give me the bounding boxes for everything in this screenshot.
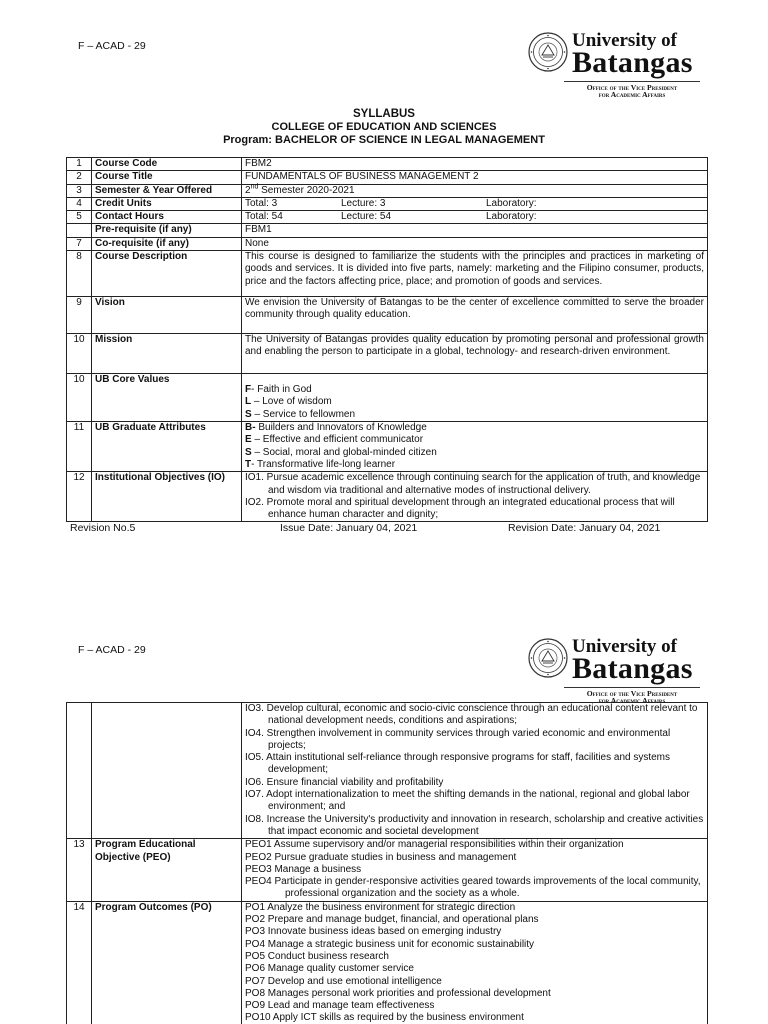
table-row [67,251,708,297]
office-line2: for Academic Affairs [598,696,666,705]
attribute-key: S [245,446,252,458]
list-item: PO10 Apply ICT skills as required by the business environment [245,1012,524,1024]
row-number: 8 [67,251,92,297]
list-item: PO7 Develop and use emotional intelligence [245,975,442,987]
university-seal-icon [528,638,568,678]
university-seal-icon [528,32,568,72]
core-value-key: L [245,396,252,408]
contact-total: Total: 54 [245,211,283,223]
list-item: PO6 Manage quality customer service [245,963,414,975]
vision-value: We envision the University of Batangas to be the center of excellence committed to serve the broader community through quality education. [242,297,708,334]
table-row [67,171,708,184]
attribute-text: - Transformative life-long learner [251,458,396,470]
row-label: Pre-requisite (if any) [92,224,242,237]
syllabus-headings [0,108,768,147]
row-label: Program Outcomes (PO) [92,901,242,1024]
row-number: 9 [67,297,92,334]
office-line1: Office of the Vice President [564,687,700,698]
form-code: F – ACAD - 29 [78,644,146,656]
syllabus-table-page1 [66,157,708,522]
row-number: 12 [67,472,92,522]
core-value-text: – Love of wisdom [251,396,332,408]
table-row [67,334,708,374]
list-item: PO1 Analyze the business environment for strategic direction [245,901,516,913]
list-item: IO3. Develop cultural, economic and socio-civic conscience through an educational content relevant to national development needs, conditions and aspirations; [245,703,698,727]
institutional-objectives-continued [242,703,708,839]
row-number: 10 [67,334,92,374]
syllabus-page-2 [0,610,768,1024]
peo-list [242,839,708,901]
core-value-key: S [245,408,252,420]
list-item: PEO3 Manage a business [245,863,362,875]
row-number: 14 [67,901,92,1024]
list-item: PO9 Lead and manage team effectiveness [245,1000,435,1012]
attribute-text: – Social, moral and global-minded citizen [251,446,437,458]
semester-value [242,184,708,197]
credit-total: Total: 3 [245,197,278,209]
core-value-text: - Faith in God [251,384,312,396]
institutional-objectives-list [242,472,708,522]
course-code-value: FBM2 [242,158,708,171]
row-number: 3 [67,184,92,197]
row-label: Course Title [92,171,242,184]
credit-laboratory: Laboratory: [486,197,537,209]
row-label: Contact Hours [92,211,242,224]
university-name-line1: University of [572,636,678,657]
core-value-key: F [245,384,252,396]
list-item [245,422,704,434]
list-item [245,447,704,459]
table-row [67,184,708,197]
table-row [67,158,708,171]
row-label: Course Description [92,251,242,297]
row-number: 7 [67,237,92,250]
contact-laboratory: Laboratory: [486,211,537,223]
row-number: 4 [67,197,92,210]
row-number: 13 [67,839,92,901]
row-label: UB Graduate Attributes [92,422,242,472]
row-number [67,703,92,839]
list-item: PO3 Innovate business ideas based on emerging industry [245,926,502,938]
contact-lecture: Lecture: 54 [341,211,392,223]
course-title-value: FUNDAMENTALS OF BUSINESS MANAGEMENT 2 [242,171,708,184]
revision-number: Revision No.5 [70,522,136,534]
po-list [242,901,708,1024]
attribute-text: Builders and Innovators of Knowledge [255,422,427,434]
row-number: 5 [67,211,92,224]
attribute-text: – Effective and efficient communicator [251,434,424,446]
list-item [245,409,704,421]
row-number [67,224,92,237]
core-value-text: – Service to fellowmen [251,408,356,420]
list-item: IO5. Attain institutional self-reliance through responsive programs for staff, facilities and systems development; [245,752,671,776]
table-row [67,422,708,472]
graduate-attributes-list [242,422,708,472]
list-item: PO5 Conduct business research [245,950,389,962]
issue-date: Issue Date: January 04, 2021 [280,522,418,534]
credit-lecture: Lecture: 3 [341,197,386,209]
table-row [67,197,708,210]
row-label: Co-requisite (if any) [92,237,242,250]
syllabus-title: SYLLABUS [353,108,415,120]
list-item: IO6. Ensure financial viability and profitability [245,776,444,788]
syllabus-table-page2 [66,702,708,1024]
university-logo [528,30,708,100]
college-name: COLLEGE OF EDUCATION AND SCIENCES [271,121,497,133]
table-row [67,901,708,1024]
list-item: IO1. Pursue academic excellence through continuing search for the application of truth, and knowledge and wisdom via traditional and alternative modes of instructional delivery. [245,472,701,496]
office-line2: for Academic Affairs [598,90,666,99]
row-number: 1 [67,158,92,171]
row-label: UB Core Values [92,374,242,422]
row-label: Credit Units [92,197,242,210]
row-label: Vision [92,297,242,334]
office-line1: Office of the Vice President [564,81,700,92]
row-label: Mission [92,334,242,374]
corequisite-value: None [242,237,708,250]
semester-ordinal: 2 [245,184,251,196]
university-name-line2: Batangas [572,652,693,685]
row-number: 11 [67,422,92,472]
table-row [67,839,708,901]
table-row [67,224,708,237]
mission-value: The University of Batangas provides quality education by promoting personal and professional growth and enabling the person to participate in a global, technology- and research-driven environment. [242,334,708,374]
university-name-line1: University of [572,30,678,51]
form-code: F – ACAD - 29 [78,40,146,52]
list-item [245,396,704,408]
row-number: 10 [67,374,92,422]
semester-ordinal-suffix: nd [250,183,259,191]
university-logo [528,636,708,706]
list-item: PEO2 Pursue graduate studies in business and management [245,851,517,863]
revision-date: Revision Date: January 04, 2021 [508,522,661,534]
table-row [67,297,708,334]
prerequisite-value: FBM1 [242,224,708,237]
row-label [92,703,242,839]
table-row [67,472,708,522]
course-description-value: This course is designed to familiarize the students with the principles and practices in marketing of goods and services. It is divided into five parts, namely: marketing and the Filipino consumer, products, price and the factors affecting price, place; and promotion of goods and services. [242,251,708,297]
list-item [245,459,704,471]
core-values-list [242,374,708,422]
list-item: IO4. Strengthen involvement in community services through varied economic and environmental projects; [245,727,671,751]
university-name-line2: Batangas [572,46,693,79]
table-row [67,211,708,224]
list-item: PO2 Prepare and manage budget, financial, and operational plans [245,914,539,926]
list-item [245,384,704,396]
list-item: PO8 Manages personal work priorities and professional development [245,987,551,999]
list-item: IO8. Increase the University's productivity and innovation in research, scholarship and creative activities that impact economic and societal development [245,813,704,837]
table-row [67,703,708,839]
list-item: IO7. Adopt internationalization to meet the shifting demands in the national, regional and global labor environment; and [245,789,690,813]
attribute-key: E [245,434,252,446]
list-item: PO4 Manage a strategic business unit for economic sustainability [245,938,535,950]
program-name: Program: BACHELOR OF SCIENCE IN LEGAL MANAGEMENT [223,134,545,146]
row-label: Course Code [92,158,242,171]
row-number: 2 [67,171,92,184]
attribute-key: T [245,458,252,470]
list-item: PEO1 Assume supervisory and/or managerial responsibilities within their organization [245,839,624,851]
table-row [67,237,708,250]
row-label: Program Educational Objective (PEO) [92,839,242,901]
semester-text: Semester 2020-2021 [258,184,355,196]
contact-hours-value [242,211,708,224]
row-label: Institutional Objectives (IO) [92,472,242,522]
list-item: IO2. Promote moral and spiritual development through an integrated educational process that will enhance human character and dignity; [245,496,675,521]
attribute-key: B- [245,422,256,434]
list-item [245,434,704,446]
list-item: PEO4 Participate in gender-responsive activities geared towards improvements of the local community, professional organization and the society as a whole. [245,876,701,900]
credit-units-value [242,197,708,210]
row-label: Semester & Year Offered [92,184,242,197]
table-row [67,374,708,422]
